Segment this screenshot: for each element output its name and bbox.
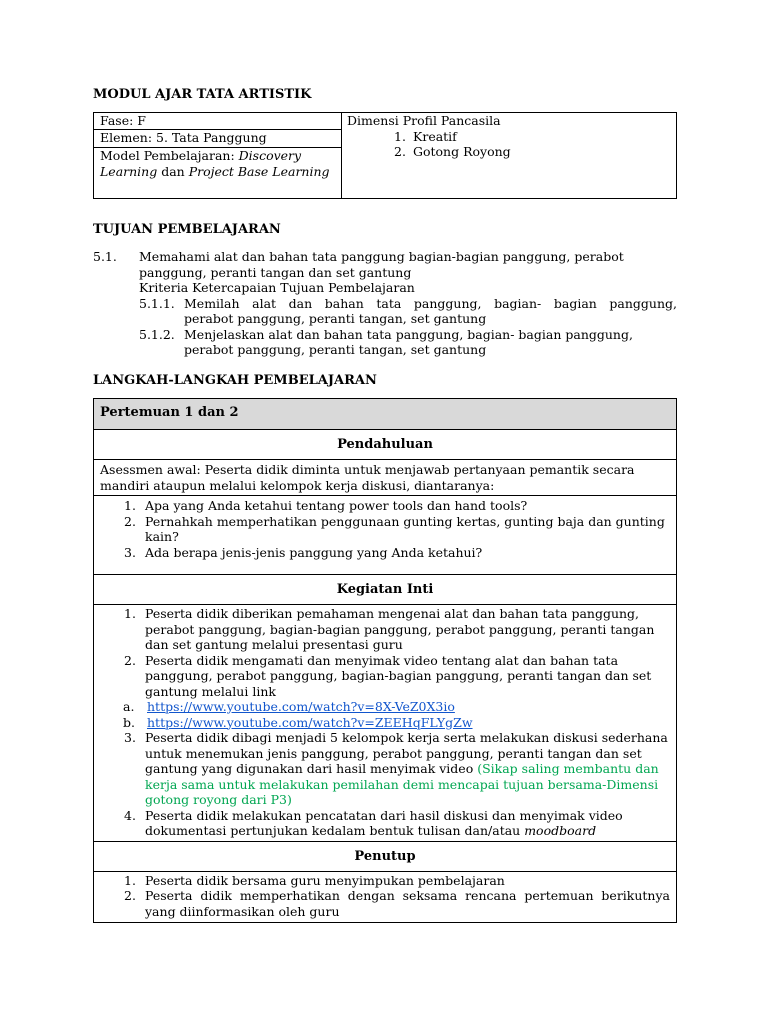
model-discovery: Discovery Learning [100, 148, 302, 179]
dimensi-title: Dimensi Profil Pancasila [347, 113, 501, 128]
kriteria-item: 5.1.2. Menjelaskan alat dan bahan tata panggung, bagian- bagian panggung, perabot panggung, peranti tangan, set gantung [139, 326, 633, 357]
pendahuluan-heading: Pendahuluan [94, 430, 676, 460]
info-table [93, 112, 677, 199]
langkah-heading: LANGKAH-LANGKAH PEMBELAJARAN [93, 373, 377, 388]
dimensi-item: 2. Gotong Royong [394, 144, 511, 159]
elemen-cell: Elemen: 5. Tata Panggung [94, 130, 341, 148]
tujuan-body [139, 249, 677, 358]
video-link-row: a. https://www.youtube.com/watch?v=8X-VeZ0X3io [123, 699, 455, 714]
penutup-heading: Penutup [94, 842, 676, 872]
list-item: 2. Pernahkah memperhatikan penggunaan gunting kertas, gunting baja dan gunting kain? [124, 513, 665, 544]
list-item: 2. Peserta didik mengamati dan menyimak video tentang alat dan bahan tata panggung, perabot panggung, bagian-bagian panggung, peranti tangan dan set gantung melalui link a. https://www.youtube.com/watch?v=8X-VeZ0X3io b. https://www.youtube.com/watch?v=ZEEHqFLYgZw [100, 653, 670, 731]
dimensi-item: 1. Kreatif [394, 128, 457, 144]
video-link-row: b. https://www.youtube.com/watch?v=ZEEHqFLYgZw [123, 714, 473, 730]
inti-heading: Kegiatan Inti [94, 575, 676, 605]
tujuan-text-line1: Memahami alat dan bahan tata panggung bagian-bagian panggung, perabot [139, 249, 624, 264]
meeting-header: Pertemuan 1 dan 2 [94, 399, 676, 430]
list-item: 3. Ada berapa jenis-jenis panggung yang Anda ketahui? [124, 544, 483, 560]
kriteria-item: 5.1.1. Memilah alat dan bahan tata panggung, bagian- bagian panggung, perabot panggung, peranti tangan, set gantung [139, 295, 677, 326]
inti-items [94, 605, 676, 842]
model-cell [94, 148, 341, 179]
model-conj: dan [157, 163, 189, 179]
list-item: 1. Peserta didik diberikan pemahaman mengenai alat dan bahan tata panggung, perabot panggung, bagian-bagian panggung, perabot panggung, peranti tangan dan set gantung melalui presentasi guru [124, 606, 655, 652]
steps-table [93, 398, 677, 923]
document-title: MODUL AJAR TATA ARTISTIK [93, 87, 312, 102]
list-item: 1. Apa yang Anda ketahui tentang power tools dan hand tools? [124, 498, 528, 513]
kriteria-heading: Kriteria Ketercapaian Tujuan Pembelajaran [139, 280, 415, 295]
list-item: 2. Peserta didik memperhatikan dengan seksama rencana pertemuan berikutnya yang diinformasikan oleh guru [124, 888, 670, 919]
pendahuluan-questions [94, 496, 676, 575]
list-item: 4. Peserta didik melakukan pencatatan dari hasil diskusi dan menyimak video dokumentasi pertunjukan kedalam bentuk tulisan dan/atau moodboard [124, 807, 623, 838]
asesmen-text: Asessmen awal: Peserta didik diminta untuk menjawab pertanyaan pemantik secara mandiri ataupun melalui kelompok kerja diskusi, diantaranya: [94, 460, 676, 496]
penutup-items [94, 872, 676, 923]
list-item: 1. Peserta didik bersama guru menyimpukan pembelajaran [124, 872, 505, 888]
fase-cell: Fase: F [94, 113, 341, 130]
list-item: 3. Peserta didik dibagi menjadi 5 kelompok kerja serta melakukan diskusi sederhana untuk menemukan jenis panggung, perabot panggung, peranti tangan dan set gantung yang digunakan dari hasil menyimak video (Sikap saling membantu dan kerja sama untuk melakukan pemilahan demi mencapai tujuan bersama-Dimensi gotong royong dari P3) [124, 730, 668, 807]
video-link-a[interactable]: https://www.youtube.com/watch?v=8X-VeZ0X3io [147, 699, 455, 714]
video-link-b[interactable]: https://www.youtube.com/watch?v=ZEEHqFLYgZw [147, 714, 473, 730]
tujuan-heading: TUJUAN PEMBELAJARAN [93, 222, 281, 237]
dimensi-cell [347, 113, 672, 160]
info-left-column [94, 113, 342, 198]
tujuan-text-line2: panggung, peranti tangan dan set gantung [139, 264, 412, 280]
sikap-note: (Sikap saling membantu dan kerja sama untuk melakukan pemilahan demi mencapai tujuan bersama-Dimensi gotong royong dari P3) [145, 761, 659, 807]
tujuan-number: 5.1. [93, 249, 117, 264]
model-prefix: Model Pembelajaran: [100, 148, 239, 163]
model-pjbl: Project Base Learning [188, 163, 330, 179]
